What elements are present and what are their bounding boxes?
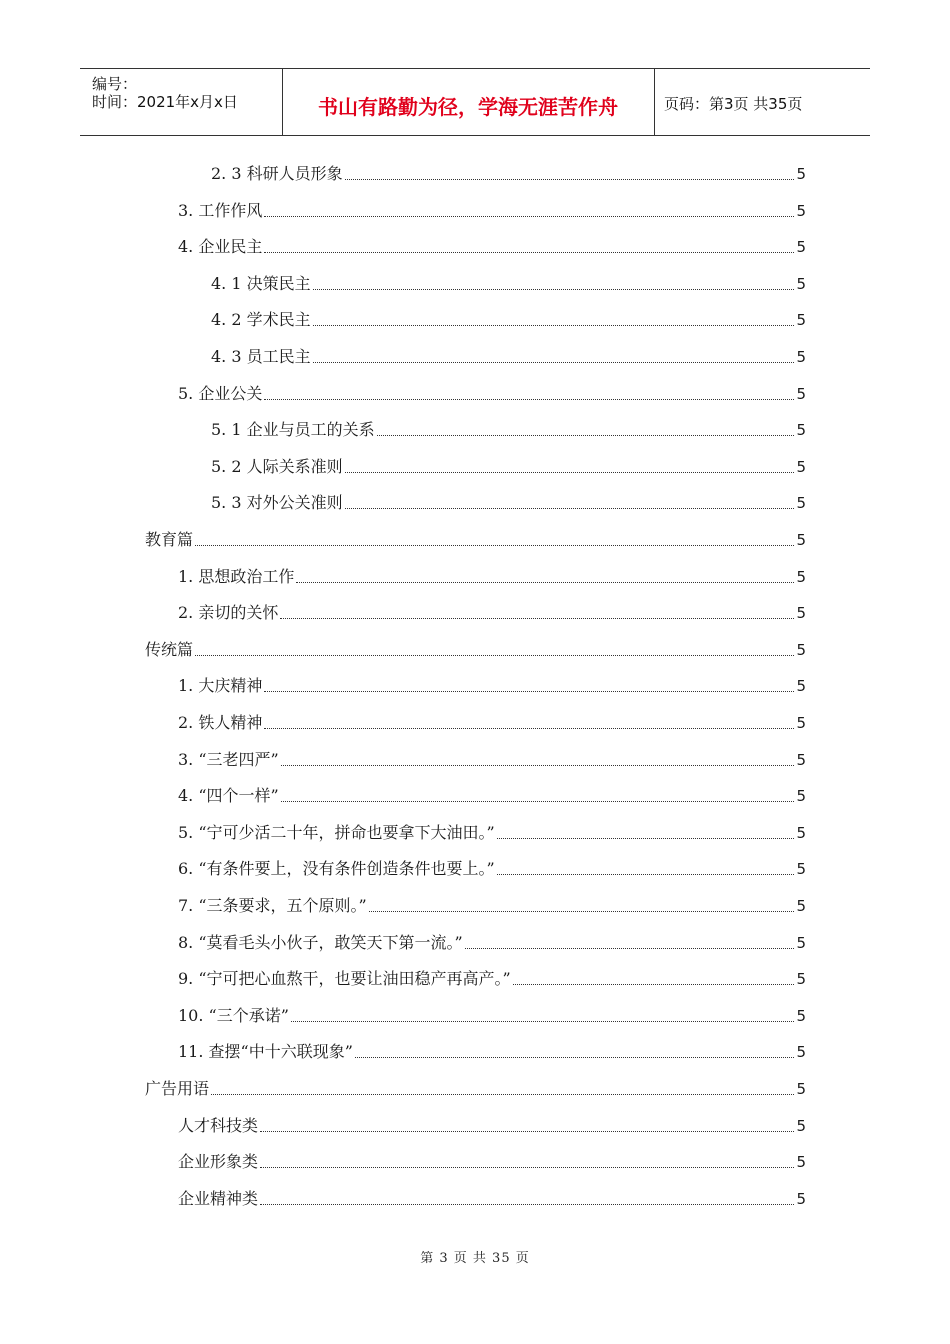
toc-entry-title: 5. “宁可少活二十年，拼命也要拿下大油田。” [178,823,495,842]
page-footer: 第 3 页 共 35 页 [420,1251,530,1266]
toc-entry-title: 2. 亲切的关怀 [178,603,279,622]
toc-entry-title: 3. “三老四严” [178,750,279,769]
toc-entry[interactable] [211,489,806,513]
toc-entry[interactable] [145,636,806,660]
toc-entry-title: 11. 查摆“中十六联现象” [178,1042,353,1061]
toc-entry-page: 5 [796,458,806,476]
toc-entry-page: 5 [796,677,806,695]
toc-dot-leader [313,288,795,290]
toc-entry-title: 企业形象类 [178,1152,259,1171]
toc-entry-title: 6. “有条件要上，没有条件创造条件也要上。” [178,859,495,878]
toc-entry-title: 5. 1 企业与员工的关系 [211,420,375,439]
toc-entry-page: 5 [796,531,806,549]
toc-dot-leader [281,764,795,766]
toc-entry-page: 5 [796,860,806,878]
toc-entry[interactable] [178,819,806,843]
toc-entry-title: 8. “莫看毛头小伙子，敢笑天下第一流。” [178,933,463,952]
toc-dot-leader [211,1093,794,1095]
toc-dot-leader [513,983,795,985]
toc-entry[interactable] [178,672,806,696]
header-meta-cell [80,69,283,135]
toc-dot-leader [264,215,794,217]
toc-dot-leader [369,910,795,912]
toc-entry-page: 5 [796,641,806,659]
toc-dot-leader [345,507,795,509]
toc-entry-page: 5 [796,568,806,586]
toc-entry-title: 4. 1 决策民主 [211,274,311,293]
toc-dot-leader [497,837,795,839]
toc-dot-leader [345,178,795,180]
toc-entry-title: 3. 工作作风 [178,201,263,220]
toc-entry-title: 1. 思想政治工作 [178,567,295,586]
toc-entry[interactable] [211,453,806,477]
toc-entry[interactable] [178,782,806,806]
toc-entry-title: 广告用语 [145,1079,210,1098]
toc-entry-title: 4. 3 员工民主 [211,347,311,366]
toc-entry-title: 企业精神类 [178,1189,259,1208]
toc-entry-page: 5 [796,604,806,622]
toc-entry-title: 4. 企业民主 [178,237,263,256]
toc-entry[interactable] [178,599,806,623]
toc-entry-title: 2. 铁人精神 [178,713,263,732]
toc-entry[interactable] [178,233,806,257]
toc-entry[interactable] [211,416,806,440]
toc-entry-page: 5 [796,751,806,769]
toc-dot-leader [195,654,794,656]
toc-dot-leader [345,471,795,473]
toc-entry-page: 5 [796,970,806,988]
toc-entry-page: 5 [796,897,806,915]
toc-entry-title: 5. 企业公关 [178,384,263,403]
toc-entry[interactable] [211,270,806,294]
toc-entry[interactable] [178,1148,806,1172]
toc-entry[interactable] [178,965,806,989]
toc-entry-page: 5 [796,421,806,439]
toc-dot-leader [264,727,794,729]
document-number-label: 编号： [92,75,138,93]
toc-dot-leader [296,581,794,583]
toc-dot-leader [264,398,794,400]
toc-entry-title: 4. “四个一样” [178,786,279,805]
toc-entry-title: 4. 2 学术民主 [211,310,311,329]
header-motto: 书山有路勤为径，学海无涯苦作舟 [318,95,618,119]
toc-entry-title: 5. 3 对外公关准则 [211,493,343,512]
toc-entry-title: 教育篇 [145,530,194,549]
toc-entry[interactable] [178,929,806,953]
toc-entry[interactable] [178,1002,806,1026]
toc-entry-page: 5 [796,275,806,293]
toc-dot-leader [465,947,795,949]
toc-entry[interactable] [178,855,806,879]
toc-entry-page: 5 [796,1007,806,1025]
toc-entry-title: 传统篇 [145,640,194,659]
toc-dot-leader [195,544,794,546]
toc-dot-leader [313,324,795,326]
toc-dot-leader [264,251,794,253]
toc-entry[interactable] [178,1038,806,1062]
toc-entry[interactable] [178,197,806,221]
header-page-cell [654,69,870,135]
toc-entry-page: 5 [796,311,806,329]
toc-entry-page: 5 [796,494,806,512]
toc-entry-page: 5 [796,714,806,732]
toc-entry[interactable] [145,1075,806,1099]
toc-entry[interactable] [178,380,806,404]
toc-entry[interactable] [211,343,806,367]
toc-entry[interactable] [178,746,806,770]
toc-dot-leader [355,1056,795,1058]
toc-entry-page: 5 [796,385,806,403]
toc-entry-title: 7. “三条要求，五个原则。” [178,896,367,915]
toc-entry-page: 5 [796,202,806,220]
toc-entry-title: 2. 3 科研人员形象 [211,164,343,183]
toc-dot-leader [291,1020,795,1022]
toc-entry[interactable] [178,1185,806,1209]
toc-entry-page: 5 [796,1080,806,1098]
toc-entry-page: 5 [796,787,806,805]
document-time-label: 时间：2021年x月x日 [92,93,238,111]
toc-entry-title: 人才科技类 [178,1116,259,1135]
toc-entry-page: 5 [796,348,806,366]
toc-entry-page: 5 [796,165,806,183]
toc-dot-leader [497,873,795,875]
toc-dot-leader [264,690,794,692]
toc-entry-page: 5 [796,1190,806,1208]
toc-entry-page: 5 [796,238,806,256]
header-motto-cell [282,69,655,135]
toc-entry[interactable] [178,563,806,587]
page-header [80,68,870,136]
toc-entry[interactable] [178,1112,806,1136]
toc-entry-page: 5 [796,1117,806,1135]
toc-entry-title: 5. 2 人际关系准则 [211,457,343,476]
toc-entry[interactable] [211,160,806,184]
toc-entry[interactable] [145,526,806,550]
toc-entry-page: 5 [796,1043,806,1061]
toc-entry-title: 1. 大庆精神 [178,676,263,695]
toc-dot-leader [260,1166,794,1168]
toc-dot-leader [260,1203,794,1205]
toc-dot-leader [377,434,795,436]
toc-dot-leader [313,361,795,363]
toc-entry-title: 9. “宁可把心血熬干，也要让油田稳产再高产。” [178,969,511,988]
toc-dot-leader [260,1130,794,1132]
toc-entry[interactable] [178,892,806,916]
toc-dot-leader [280,617,794,619]
toc-entry[interactable] [211,306,806,330]
toc-entry[interactable] [178,709,806,733]
toc-entry-page: 5 [796,1153,806,1171]
toc-entry-page: 5 [796,824,806,842]
toc-entry-page: 5 [796,934,806,952]
toc-entry-title: 10. “三个承诺” [178,1006,289,1025]
header-page-info: 页码：第3页 共35页 [664,95,803,113]
toc-dot-leader [281,800,795,802]
